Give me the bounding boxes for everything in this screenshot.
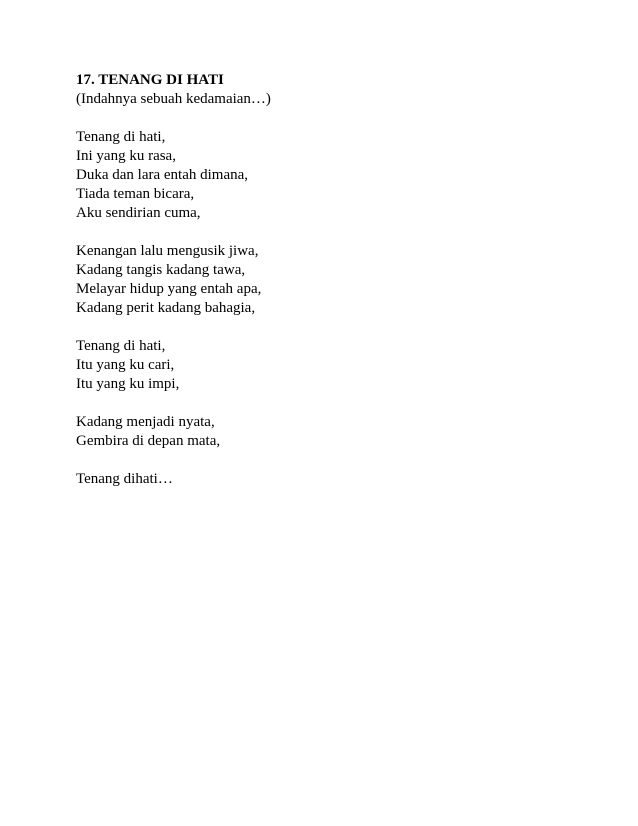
stanza-5	[76, 470, 576, 489]
poem	[76, 71, 576, 489]
poem-line: Melayar hidup yang entah apa,	[76, 281, 262, 297]
poem-subtitle: (Indahnya sebuah kedamaian…)	[76, 91, 271, 107]
poem-line: Tiada teman bicara,	[76, 186, 195, 202]
poem-line: Itu yang ku cari,	[76, 357, 175, 373]
stanza-3	[76, 337, 576, 394]
poem-line: Kadang menjadi nyata,	[76, 414, 215, 430]
poem-line: Gembira di depan mata,	[76, 433, 221, 449]
poem-line: Tenang dihati…	[76, 471, 173, 487]
poem-line: Itu yang ku impi,	[76, 376, 180, 392]
poem-title: 17. TENANG DI HATI	[76, 72, 224, 88]
stanza-2	[76, 242, 576, 318]
poem-line: Duka dan lara entah dimana,	[76, 167, 249, 183]
poem-line: Kadang perit kadang bahagia,	[76, 300, 256, 316]
stanza-4	[76, 413, 576, 451]
poem-line: Aku sendirian cuma,	[76, 205, 201, 221]
poem-line: Tenang di hati,	[76, 338, 166, 354]
poem-line: Kadang tangis kadang tawa,	[76, 262, 246, 278]
poem-line: Ini yang ku rasa,	[76, 148, 176, 164]
stanza-1	[76, 128, 576, 223]
poem-line: Tenang di hati,	[76, 129, 166, 145]
poem-line: Kenangan lalu mengusik jiwa,	[76, 243, 259, 259]
